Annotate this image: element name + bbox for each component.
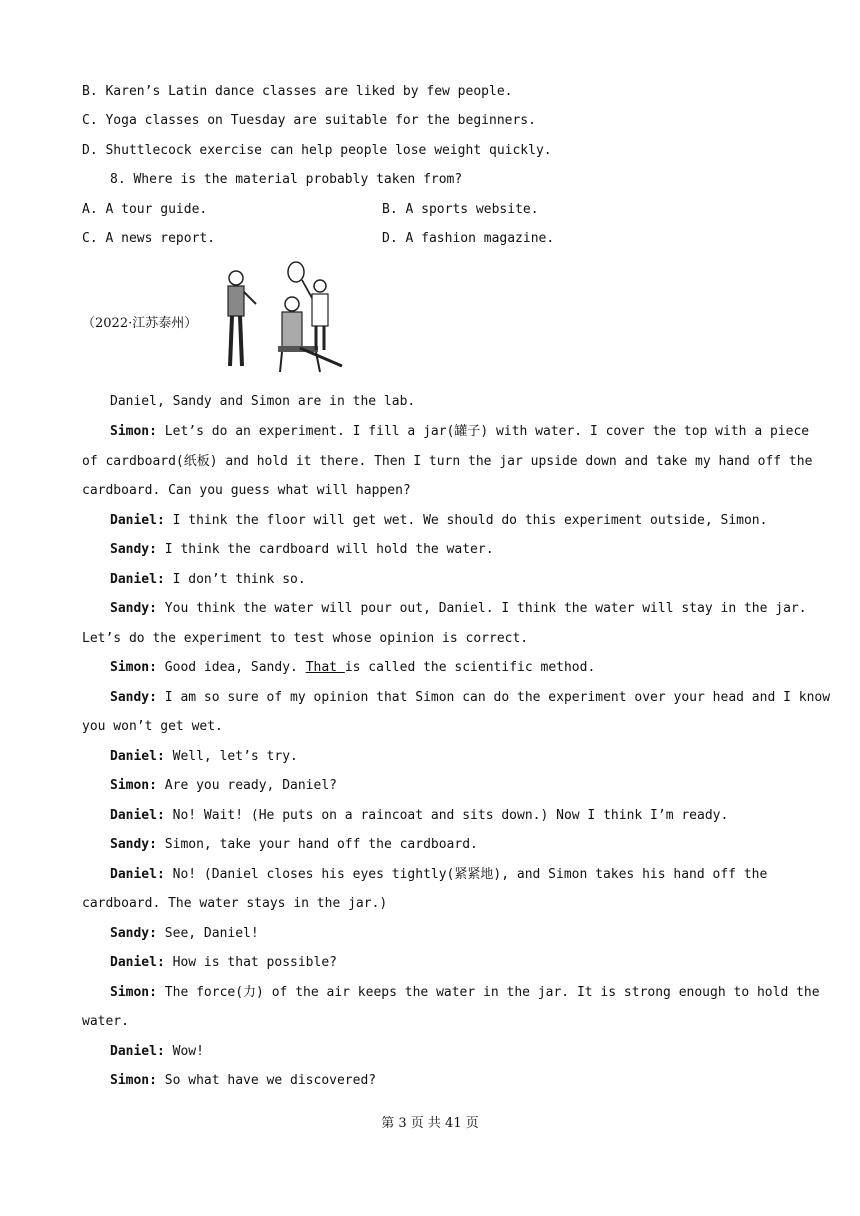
dialogue-text: No! (Daniel closes his eyes tightly(紧紧地), and Simon takes his hand off the [164, 866, 768, 882]
source-label: （2022·江苏泰州） [82, 316, 198, 331]
intro-line: Daniel, Sandy and Simon are in the lab. [110, 394, 416, 409]
dialogue-line [110, 570, 306, 590]
dialogue-text: I think the floor will get wet. We should do this experiment outside, Simon. [164, 512, 768, 528]
dialogue-line [110, 806, 728, 826]
dialogue-text: I don’t think so. [164, 571, 306, 587]
dialogue-text: Are you ready, Daniel? [156, 778, 337, 793]
dialogue-text: Good idea, Sandy. [156, 660, 306, 675]
dialogue-text: See, Daniel! [156, 925, 259, 941]
option-8b: B. A sports website. [382, 202, 539, 217]
dialogue-continuation: cardboard. The water stays in the jar.) [82, 896, 388, 911]
page-footer: 第 3 页 共 41 页 [381, 1116, 479, 1131]
question-8-stem: 8. Where is the material probably taken from? [110, 172, 463, 187]
dialogue-line [110, 835, 478, 855]
speaker-name: Simon: [110, 424, 157, 439]
dialogue-text: Simon, take your hand off the cardboard. [156, 837, 478, 852]
speaker-name: Simon: [110, 660, 157, 675]
speaker-name: Simon: [110, 984, 157, 1000]
dialogue-line [110, 776, 337, 796]
speaker-name: Simon: [110, 1073, 157, 1088]
underlined-word: That [305, 660, 345, 675]
option-8d: D. A fashion magazine. [382, 231, 555, 246]
speaker-name: Simon: [110, 778, 157, 793]
dialogue-line [110, 1071, 376, 1091]
speaker-name: Daniel: [110, 866, 165, 882]
dialogue-text: So what have we discovered? [156, 1073, 377, 1088]
speaker-name: Daniel: [110, 512, 165, 528]
dialogue-text: No! Wait! (He puts on a raincoat and sits down.) Now I think I’m ready. [164, 807, 729, 823]
option-7c: C. Yoga classes on Tuesday are suitable for the beginners. [82, 113, 536, 128]
dialogue-line [110, 658, 595, 678]
option-7d: D. Shuttlecock exercise can help people lose weight quickly. [82, 143, 552, 158]
dialogue-continuation: water. [82, 1014, 129, 1029]
speaker-name: Daniel: [110, 1043, 165, 1059]
lab-illustration [216, 258, 350, 376]
dialogue-line [110, 924, 259, 944]
speaker-name: Daniel: [110, 807, 165, 823]
dialogue-continuation: cardboard. Can you guess what will happen? [82, 483, 411, 498]
dialogue-line [110, 1042, 204, 1062]
dialogue-continuation: you won’t get wet. [82, 719, 223, 734]
dialogue-text: The force(力) of the air keeps the water in the jar. It is strong enough to hold the [156, 984, 820, 1000]
option-8a: A. A tour guide. [82, 202, 208, 217]
option-8c: C. A news report. [82, 231, 216, 246]
speaker-name: Daniel: [110, 955, 165, 970]
dialogue-text: Well, let’s try. [164, 748, 298, 764]
dialogue-text: How is that possible? [164, 955, 337, 970]
speaker-name: Sandy: [110, 925, 157, 941]
dialogue-line [110, 599, 807, 619]
dialogue-continuation: Let’s do the experiment to test whose opinion is correct. [82, 630, 529, 646]
dialogue-line [110, 540, 494, 560]
dialogue-text: is called the scientific method. [344, 660, 596, 675]
dialogue-line [110, 953, 337, 973]
dialogue-line [110, 688, 830, 708]
dialogue-line [110, 747, 298, 767]
dialogue-text: I am so sure of my opinion that Simon can do the experiment over your head and I know [156, 689, 831, 705]
dialogue-text: Let’s do an experiment. I fill a jar(罐子) with water. I cover the top with a piece [156, 424, 810, 439]
dialogue-line [110, 983, 820, 1003]
speaker-name: Sandy: [110, 689, 157, 705]
option-7b: B. Karen’s Latin dance classes are liked by few people. [82, 84, 513, 99]
speaker-name: Daniel: [110, 748, 165, 764]
speaker-name: Sandy: [110, 542, 157, 557]
dialogue-continuation: of cardboard(纸板) and hold it there. Then I turn the jar upside down and take my hand off the [82, 453, 813, 469]
speaker-name: Sandy: [110, 837, 157, 852]
dialogue-line [110, 422, 809, 442]
dialogue-text: You think the water will pour out, Daniel. I think the water will stay in the jar. [156, 601, 807, 616]
dialogue-text: I think the cardboard will hold the water. [156, 542, 494, 557]
dialogue-line [110, 511, 767, 531]
speaker-name: Sandy: [110, 601, 157, 616]
speaker-name: Daniel: [110, 571, 165, 587]
dialogue-line [110, 865, 767, 885]
dialogue-text: Wow! [164, 1043, 204, 1059]
